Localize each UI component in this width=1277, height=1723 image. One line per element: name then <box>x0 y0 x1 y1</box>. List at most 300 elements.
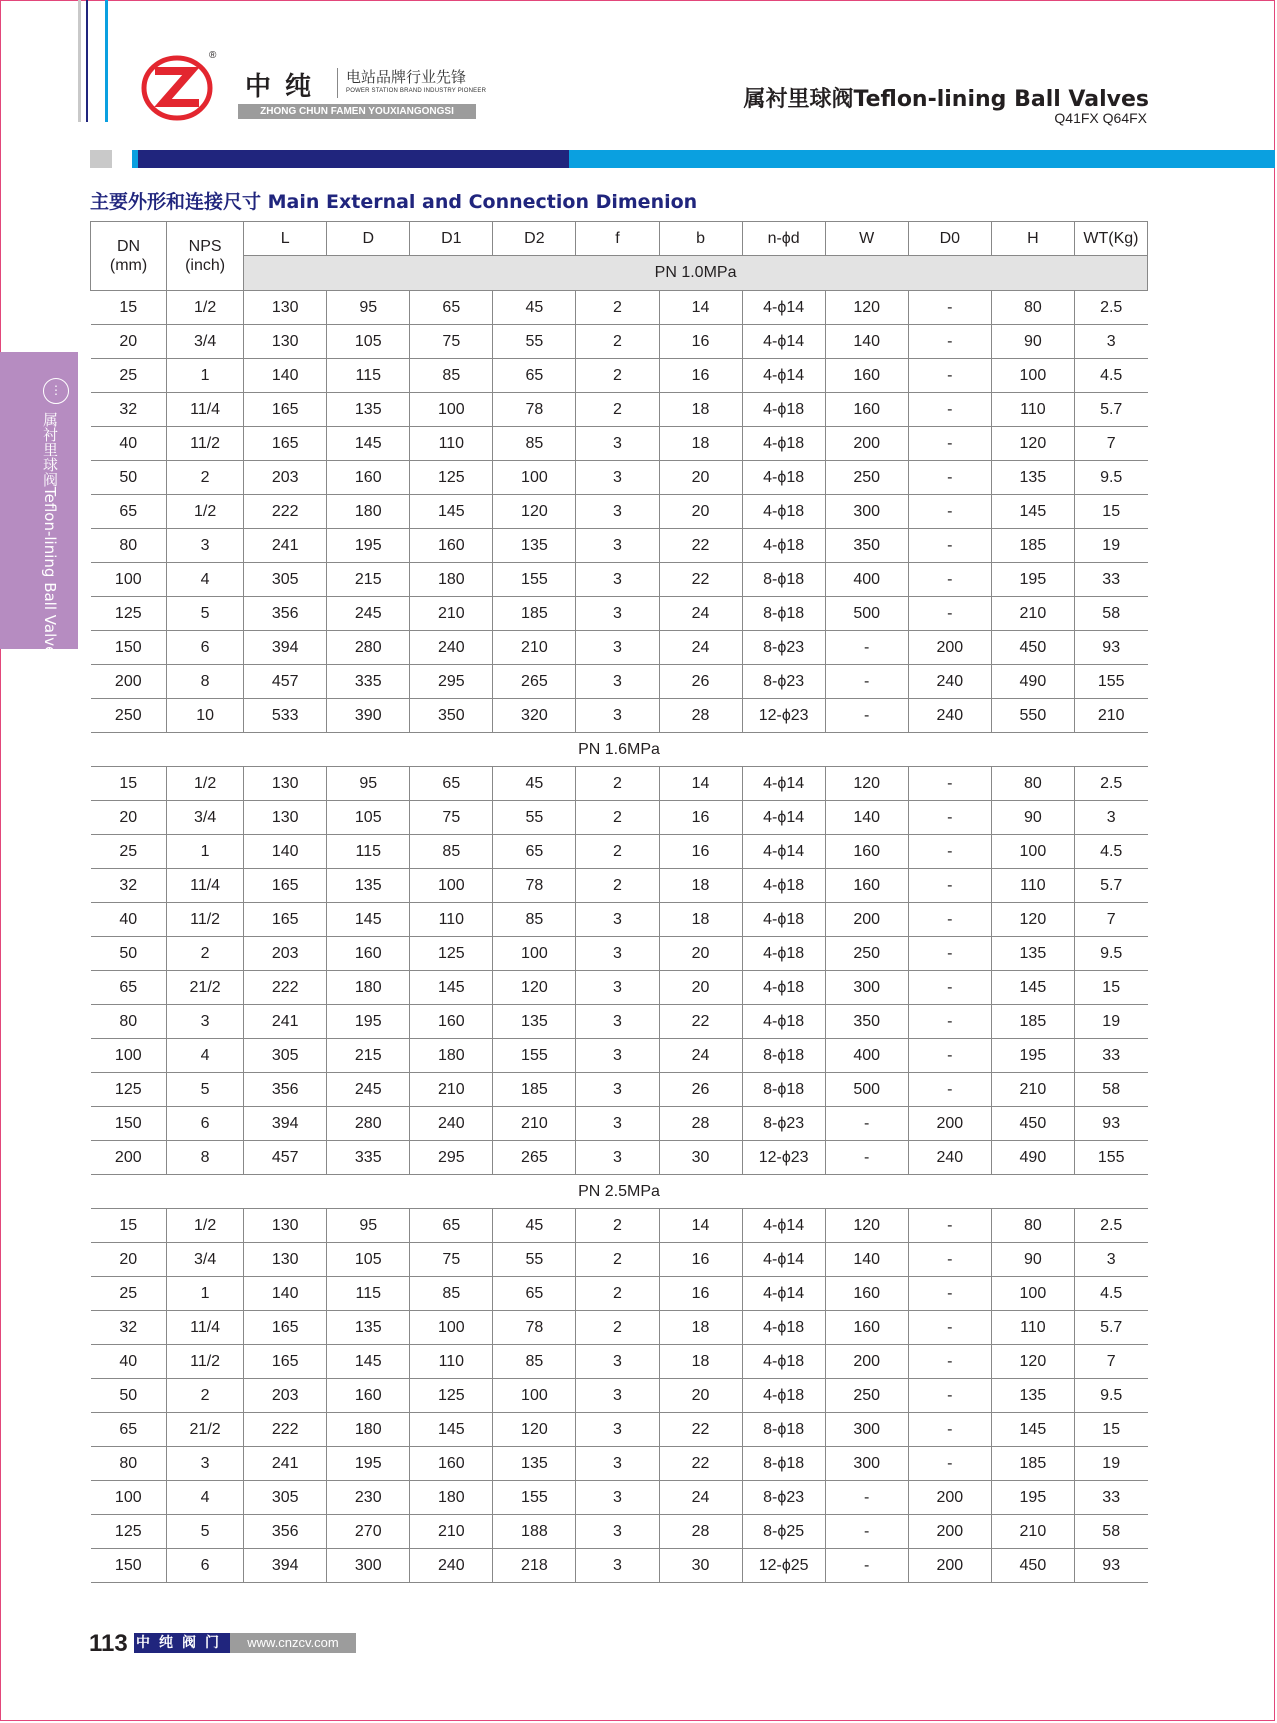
table-cell: 135 <box>991 1379 1074 1413</box>
table-cell: 450 <box>991 1549 1074 1583</box>
brand-separator <box>337 68 338 98</box>
table-row <box>91 359 1148 393</box>
table-cell: - <box>908 359 991 393</box>
table-cell: 3 <box>576 1447 659 1481</box>
table-cell: 2 <box>576 801 659 835</box>
table-cell: - <box>908 1039 991 1073</box>
table-cell: - <box>908 1209 991 1243</box>
table-cell: 4-ϕ18 <box>742 903 825 937</box>
table-cell: 280 <box>327 1107 410 1141</box>
table-cell: 9.5 <box>1074 1379 1147 1413</box>
table-cell: 3 <box>1074 1243 1147 1277</box>
table-cell: 100 <box>493 937 576 971</box>
table-cell: 2.5 <box>1074 1209 1147 1243</box>
table-cell: 8 <box>167 1141 244 1175</box>
table-cell: 335 <box>327 665 410 699</box>
table-cell: - <box>908 801 991 835</box>
table-cell: 2 <box>167 937 244 971</box>
header-w: W <box>825 222 908 256</box>
header-d1: D1 <box>410 222 493 256</box>
header-line <box>86 0 88 122</box>
header-dn: DN (mm) <box>91 222 167 291</box>
table-cell: 210 <box>493 1107 576 1141</box>
table-cell: 400 <box>825 1039 908 1073</box>
table-row <box>91 699 1148 733</box>
table-row <box>91 903 1148 937</box>
header-nd: n-ϕd <box>742 222 825 256</box>
table-cell: - <box>908 427 991 461</box>
header-d2: D2 <box>493 222 576 256</box>
table-cell: 120 <box>825 767 908 801</box>
table-cell: - <box>908 1413 991 1447</box>
table-cell: 12-ϕ23 <box>742 699 825 733</box>
table-cell: 18 <box>659 393 742 427</box>
table-cell: 135 <box>327 1311 410 1345</box>
table-cell: 110 <box>410 1345 493 1379</box>
table-cell: - <box>908 937 991 971</box>
table-cell: 100 <box>91 563 167 597</box>
table-cell: 3 <box>576 495 659 529</box>
table-cell: 11/4 <box>167 869 244 903</box>
table-cell: 295 <box>410 1141 493 1175</box>
table-cell: 65 <box>493 835 576 869</box>
header-wt: WT(Kg) <box>1074 222 1147 256</box>
table-cell: 3 <box>576 1107 659 1141</box>
table-cell: 3 <box>576 1141 659 1175</box>
table-cell: 160 <box>410 1447 493 1481</box>
table-cell: 19 <box>1074 1447 1147 1481</box>
table-cell: 195 <box>327 1005 410 1039</box>
table-cell: 160 <box>327 937 410 971</box>
table-cell: 180 <box>327 495 410 529</box>
table-cell: 78 <box>493 393 576 427</box>
table-cell: 3 <box>576 903 659 937</box>
table-row <box>91 1447 1148 1481</box>
table-cell: 40 <box>91 903 167 937</box>
table-row <box>91 563 1148 597</box>
table-cell: 80 <box>991 291 1074 325</box>
table-row <box>91 1481 1148 1515</box>
table-cell: 65 <box>493 359 576 393</box>
table-cell: 135 <box>991 461 1074 495</box>
table-cell: 3 <box>576 1345 659 1379</box>
table-cell: 2 <box>576 359 659 393</box>
table-cell: - <box>908 971 991 1005</box>
table-row <box>91 1549 1148 1583</box>
table-cell: 75 <box>410 325 493 359</box>
table-row <box>91 1413 1148 1447</box>
table-cell: 15 <box>1074 495 1147 529</box>
table-cell: 5.7 <box>1074 869 1147 903</box>
table-cell: 145 <box>991 1413 1074 1447</box>
table-cell: 295 <box>410 665 493 699</box>
table-cell: 28 <box>659 699 742 733</box>
table-cell: - <box>908 835 991 869</box>
table-cell: 20 <box>659 937 742 971</box>
table-cell: 18 <box>659 869 742 903</box>
table-cell: 490 <box>991 665 1074 699</box>
table-cell: 100 <box>991 359 1074 393</box>
table-cell: 26 <box>659 665 742 699</box>
table-cell: 450 <box>991 1107 1074 1141</box>
table-cell: - <box>908 1277 991 1311</box>
table-cell: 250 <box>91 699 167 733</box>
table-cell: 3 <box>576 427 659 461</box>
table-cell: 28 <box>659 1515 742 1549</box>
table-cell: 200 <box>908 631 991 665</box>
table-row <box>91 1515 1148 1549</box>
table-cell: 22 <box>659 1447 742 1481</box>
table-cell: 195 <box>991 563 1074 597</box>
table-cell: 180 <box>327 1413 410 1447</box>
table-cell: 4-ϕ18 <box>742 393 825 427</box>
registered-mark: ® <box>209 50 217 61</box>
table-cell: 218 <box>493 1549 576 1583</box>
table-cell: 22 <box>659 563 742 597</box>
table-cell: 3 <box>576 1073 659 1107</box>
table-cell: 2 <box>576 1277 659 1311</box>
table-cell: - <box>908 529 991 563</box>
table-cell: 20 <box>659 495 742 529</box>
table-cell: 100 <box>410 1311 493 1345</box>
table-row <box>91 1209 1148 1243</box>
table-cell: 165 <box>244 1311 327 1345</box>
table-cell: 120 <box>825 291 908 325</box>
table-cell: - <box>908 1311 991 1345</box>
table-cell: 215 <box>327 1039 410 1073</box>
page-title: 属衬里球阀Teflon-lining Ball Valves <box>743 87 1149 112</box>
table-cell: 195 <box>991 1039 1074 1073</box>
table-cell: 250 <box>825 937 908 971</box>
table-cell: 33 <box>1074 563 1147 597</box>
table-cell: 15 <box>1074 1413 1147 1447</box>
table-cell: 210 <box>410 597 493 631</box>
table-cell: 4-ϕ14 <box>742 835 825 869</box>
table-cell: 300 <box>825 495 908 529</box>
table-cell: 93 <box>1074 1549 1147 1583</box>
table-cell: 240 <box>908 1141 991 1175</box>
table-cell: 20 <box>91 801 167 835</box>
table-cell: 150 <box>91 1549 167 1583</box>
table-cell: 145 <box>327 903 410 937</box>
table-row <box>91 529 1148 563</box>
table-cell: 2.5 <box>1074 291 1147 325</box>
table-cell: - <box>908 291 991 325</box>
table-cell: 155 <box>1074 665 1147 699</box>
table-cell: 305 <box>244 1039 327 1073</box>
table-row <box>91 1107 1148 1141</box>
table-cell: 3/4 <box>167 325 244 359</box>
table-cell: 14 <box>659 1209 742 1243</box>
table-cell: 145 <box>410 971 493 1005</box>
table-cell: 4 <box>167 1039 244 1073</box>
table-cell: 3 <box>576 529 659 563</box>
table-cell: 350 <box>825 529 908 563</box>
table-cell: 500 <box>825 1073 908 1107</box>
table-cell: 160 <box>825 835 908 869</box>
header-line <box>78 0 81 122</box>
table-cell: 2 <box>576 291 659 325</box>
table-cell: 32 <box>91 393 167 427</box>
table-cell: 130 <box>244 1209 327 1243</box>
table-cell: 22 <box>659 1413 742 1447</box>
table-cell: 3 <box>1074 801 1147 835</box>
table-cell: 8-ϕ23 <box>742 631 825 665</box>
table-cell: 3 <box>576 563 659 597</box>
header-d0: D0 <box>908 222 991 256</box>
table-cell: 120 <box>825 1209 908 1243</box>
table-cell: 210 <box>410 1073 493 1107</box>
company-name-en: ZHONG CHUN FAMEN YOUXIANGONGSI <box>238 104 476 119</box>
table-cell: 305 <box>244 563 327 597</box>
table-cell: 135 <box>493 529 576 563</box>
table-cell: 130 <box>244 325 327 359</box>
table-cell: 250 <box>825 1379 908 1413</box>
table-row <box>91 801 1148 835</box>
table-cell: 105 <box>327 801 410 835</box>
table-cell: 265 <box>493 1141 576 1175</box>
table-cell: 75 <box>410 801 493 835</box>
table-cell: 3 <box>576 699 659 733</box>
table-cell: - <box>825 631 908 665</box>
table-cell: 130 <box>244 767 327 801</box>
table-cell: 15 <box>91 767 167 801</box>
table-cell: 115 <box>327 359 410 393</box>
table-body <box>91 291 1148 1583</box>
table-cell: 210 <box>410 1515 493 1549</box>
table-cell: 24 <box>659 1481 742 1515</box>
table-cell: 195 <box>991 1481 1074 1515</box>
table-cell: 135 <box>493 1447 576 1481</box>
table-cell: 25 <box>91 835 167 869</box>
table-cell: 2 <box>167 1379 244 1413</box>
table-cell: 3 <box>576 461 659 495</box>
table-cell: 2 <box>576 869 659 903</box>
table-cell: 21/2 <box>167 971 244 1005</box>
table-cell: 80 <box>91 1447 167 1481</box>
table-cell: 188 <box>493 1515 576 1549</box>
table-cell: 105 <box>327 1243 410 1277</box>
table-cell: 4-ϕ14 <box>742 1209 825 1243</box>
table-cell: 230 <box>327 1481 410 1515</box>
header-h: H <box>991 222 1074 256</box>
table-cell: 245 <box>327 597 410 631</box>
table-cell: 145 <box>410 495 493 529</box>
model-numbers: Q41FX Q64FX <box>1054 110 1147 126</box>
table-cell: 203 <box>244 461 327 495</box>
table-cell: 165 <box>244 1345 327 1379</box>
table-cell: 26 <box>659 1073 742 1107</box>
table-cell: 65 <box>91 971 167 1005</box>
table-cell: 3 <box>167 529 244 563</box>
side-tab-label: 属衬里球阀Teflon-lining Ball Valves <box>41 412 59 664</box>
table-cell: 335 <box>327 1141 410 1175</box>
table-cell: 19 <box>1074 1005 1147 1039</box>
table-cell: 21/2 <box>167 1413 244 1447</box>
table-cell: 75 <box>410 1243 493 1277</box>
header-f: f <box>576 222 659 256</box>
table-cell: 8-ϕ18 <box>742 1447 825 1481</box>
table-cell: 2 <box>576 767 659 801</box>
table-cell: - <box>825 1481 908 1515</box>
table-cell: 8-ϕ25 <box>742 1515 825 1549</box>
table-cell: 6 <box>167 1549 244 1583</box>
table-cell: 8-ϕ18 <box>742 1413 825 1447</box>
table-cell: 4-ϕ18 <box>742 461 825 495</box>
table-cell: 200 <box>908 1549 991 1583</box>
table-cell: 8-ϕ18 <box>742 1039 825 1073</box>
table-cell: 4.5 <box>1074 1277 1147 1311</box>
table-cell: 18 <box>659 1311 742 1345</box>
table-cell: 11/4 <box>167 1311 244 1345</box>
table-cell: 240 <box>410 1549 493 1583</box>
brand-slogan-en: POWER STATION BRAND INDUSTRY PIONEER <box>346 88 487 94</box>
table-cell: 90 <box>991 1243 1074 1277</box>
table-cell: 100 <box>991 835 1074 869</box>
table-cell: 185 <box>991 1447 1074 1481</box>
table-row <box>91 597 1148 631</box>
table-cell: 3/4 <box>167 1243 244 1277</box>
table-cell: 4-ϕ14 <box>742 801 825 835</box>
table-cell: 93 <box>1074 631 1147 665</box>
table-cell: 2 <box>576 325 659 359</box>
table-cell: 5.7 <box>1074 1311 1147 1345</box>
header-b: b <box>659 222 742 256</box>
table-cell: 120 <box>991 427 1074 461</box>
table-cell: 65 <box>91 1413 167 1447</box>
table-cell: 9.5 <box>1074 461 1147 495</box>
header-bar-grey <box>90 150 112 168</box>
table-cell: 120 <box>991 1345 1074 1379</box>
table-cell: 500 <box>825 597 908 631</box>
header-l: L <box>244 222 327 256</box>
table-cell: 58 <box>1074 1515 1147 1549</box>
table-cell: 85 <box>410 835 493 869</box>
table-cell: 3 <box>576 1549 659 1583</box>
table-row <box>91 971 1148 1005</box>
table-cell: 4-ϕ18 <box>742 427 825 461</box>
table-cell: 30 <box>659 1141 742 1175</box>
table-cell: 3 <box>576 1413 659 1447</box>
table-cell: 11/2 <box>167 1345 244 1379</box>
table-row <box>91 937 1148 971</box>
table-cell: 28 <box>659 1107 742 1141</box>
table-cell: 130 <box>244 801 327 835</box>
table-cell: 3 <box>167 1005 244 1039</box>
table-cell: 9.5 <box>1074 937 1147 971</box>
table-cell: 8-ϕ18 <box>742 563 825 597</box>
header-bar-navy <box>132 150 569 168</box>
table-cell: 6 <box>167 631 244 665</box>
table-cell: 120 <box>493 495 576 529</box>
table-cell: 80 <box>91 1005 167 1039</box>
table-cell: 160 <box>825 869 908 903</box>
table-row <box>91 461 1148 495</box>
table-cell: 305 <box>244 1481 327 1515</box>
table-cell: 210 <box>991 1515 1074 1549</box>
table-cell: 93 <box>1074 1107 1147 1141</box>
table-cell: 1/2 <box>167 291 244 325</box>
table-cell: 241 <box>244 1005 327 1039</box>
table-cell: 145 <box>327 1345 410 1379</box>
table-cell: 8-ϕ18 <box>742 597 825 631</box>
table-cell: 350 <box>410 699 493 733</box>
table-cell: 200 <box>825 427 908 461</box>
brand-name: 中纯 <box>245 72 326 102</box>
table-cell: 95 <box>327 767 410 801</box>
table-cell: 45 <box>493 291 576 325</box>
table-cell: 3 <box>576 631 659 665</box>
table-cell: 1/2 <box>167 495 244 529</box>
table-cell: 140 <box>244 1277 327 1311</box>
table-cell: 135 <box>493 1005 576 1039</box>
header-bar-accent <box>132 150 138 168</box>
table-cell: 160 <box>327 1379 410 1413</box>
table-cell: 24 <box>659 1039 742 1073</box>
table-cell: 1 <box>167 835 244 869</box>
table-cell: 4-ϕ14 <box>742 325 825 359</box>
table-cell: 5.7 <box>1074 393 1147 427</box>
table-cell: 4-ϕ18 <box>742 529 825 563</box>
table-cell: 200 <box>91 665 167 699</box>
table-cell: 8-ϕ23 <box>742 665 825 699</box>
table-cell: 140 <box>825 801 908 835</box>
table-cell: 160 <box>327 461 410 495</box>
table-cell: 19 <box>1074 529 1147 563</box>
table-cell: 15 <box>1074 971 1147 1005</box>
table-cell: 4-ϕ18 <box>742 495 825 529</box>
table-cell: 120 <box>991 903 1074 937</box>
table-cell: 210 <box>991 1073 1074 1107</box>
table-cell: 300 <box>825 971 908 1005</box>
table-cell: - <box>825 1107 908 1141</box>
table-cell: 7 <box>1074 903 1147 937</box>
table-cell: 65 <box>410 767 493 801</box>
table-cell: 125 <box>91 1515 167 1549</box>
table-cell: 240 <box>410 631 493 665</box>
table-cell: 241 <box>244 529 327 563</box>
table-cell: 6 <box>167 1107 244 1141</box>
table-cell: 550 <box>991 699 1074 733</box>
table-cell: 165 <box>244 903 327 937</box>
table-cell: 203 <box>244 1379 327 1413</box>
table-cell: 100 <box>410 393 493 427</box>
footer-url: www.cnzcv.com <box>230 1633 356 1653</box>
table-cell: - <box>908 325 991 359</box>
table-cell: 5 <box>167 1515 244 1549</box>
table-cell: 58 <box>1074 1073 1147 1107</box>
table-cell: 80 <box>91 529 167 563</box>
table-cell: 4-ϕ14 <box>742 1243 825 1277</box>
table-cell: 250 <box>825 461 908 495</box>
table-cell: 2 <box>576 1243 659 1277</box>
table-cell: 165 <box>244 427 327 461</box>
table-cell: 14 <box>659 767 742 801</box>
table-row <box>91 835 1148 869</box>
table-cell: 3 <box>576 971 659 1005</box>
table-cell: 140 <box>244 359 327 393</box>
page-number: 113 <box>89 1630 128 1657</box>
table-cell: 180 <box>410 1481 493 1515</box>
table-cell: 20 <box>659 971 742 1005</box>
table-cell: 105 <box>327 325 410 359</box>
table-cell: 2 <box>576 1311 659 1345</box>
table-cell: 110 <box>991 1311 1074 1345</box>
table-row <box>91 1379 1148 1413</box>
table-cell: 20 <box>91 325 167 359</box>
table-cell: 4-ϕ14 <box>742 359 825 393</box>
table-cell: 22 <box>659 1005 742 1039</box>
